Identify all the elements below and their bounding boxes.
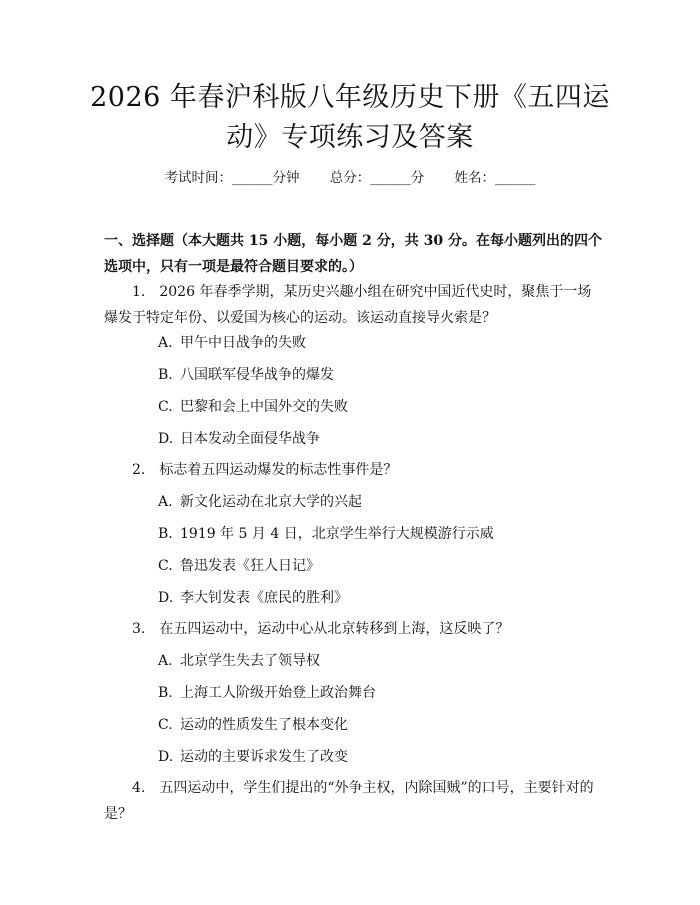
option-letter: A.: [158, 494, 173, 510]
option-text: 北京学生失去了领导权: [180, 653, 320, 669]
question-number: 1.: [132, 284, 146, 300]
option-3d: [158, 747, 598, 767]
question-text: 五四运动中，学生们提出的“外争主权，内除国贼”的口号，主要针对的是？: [104, 780, 594, 822]
question-3: [104, 616, 604, 642]
question-number: 2.: [132, 462, 146, 478]
question-1: [104, 279, 604, 331]
total-score-unit: 分: [410, 170, 425, 186]
option-text: 上海工人阶级开始登上政治舞台: [180, 685, 376, 701]
option-text: 运动的性质发生了根本变化: [180, 717, 348, 733]
exam-time-label: 考试时间：: [164, 170, 232, 186]
question-text: 在五四运动中，运动中心从北京转移到上海，这反映了？: [159, 621, 510, 637]
total-score-label: 总分：: [329, 170, 371, 186]
option-text: 运动的主要诉求发生了改变: [180, 749, 348, 765]
option-text: 日本发动全面侵华战争: [180, 431, 320, 447]
option-letter: C.: [158, 399, 173, 415]
option-text: 新文化运动在北京大学的兴起: [180, 494, 362, 510]
option-1c: [158, 397, 598, 417]
option-text: 1919 年 5 月 4 日，北京学生举行大规模游行示威: [180, 526, 494, 542]
document-title: [60, 78, 640, 158]
total-score-field: [330, 168, 425, 188]
option-letter: C.: [158, 558, 173, 574]
exam-time-unit: 分钟: [272, 170, 300, 186]
option-letter: B.: [158, 685, 173, 701]
option-2a: [158, 492, 598, 512]
option-letter: B.: [158, 526, 173, 542]
title-line-2: 动》专项练习及答案: [226, 122, 474, 153]
option-text: 巴黎和会上中国外交的失败: [180, 399, 348, 415]
option-1b: [158, 365, 598, 385]
question-2: [104, 457, 604, 483]
section-heading: 一、选择题（本大题共 15 小题，每小题 2 分，共 30 分。在每小题列出的四个选项中，只有一项是最符合题目要求的。）: [104, 233, 602, 275]
exam-time-blank: ______: [231, 170, 273, 186]
option-letter: B.: [158, 367, 173, 383]
student-name-label: 姓名：: [454, 170, 496, 186]
question-text: 标志着五四运动爆发的标志性事件是？: [159, 462, 398, 478]
option-3c: [158, 715, 598, 735]
option-text: 鲁迅发表《狂人日记》: [180, 558, 320, 574]
option-text: 李大钊发表《庶民的胜利》: [180, 590, 348, 606]
option-1a: [158, 333, 598, 353]
question-text: 2026 年春季学期，某历史兴趣小组在研究中国近代史时，聚焦于一场爆发于特定年份、以爱国为核心的运动。该运动直接导火索是？: [104, 284, 592, 326]
student-name-blank: ______: [495, 170, 536, 186]
exam-time-field: [164, 168, 299, 188]
exam-meta: [0, 168, 700, 188]
question-number: 4.: [132, 780, 146, 796]
option-text: 八国联军侵华战争的爆发: [180, 367, 334, 383]
option-letter: C.: [158, 717, 173, 733]
student-name-field: [455, 168, 536, 188]
option-letter: D.: [158, 431, 174, 447]
question-number: 3.: [132, 621, 146, 637]
option-3b: [158, 683, 598, 703]
title-line-1: 2026 年春沪科版八年级历史下册《五四运: [90, 82, 610, 113]
option-1d: [158, 429, 598, 449]
option-text: 甲午中日战争的失败: [180, 335, 306, 351]
option-3a: [158, 651, 598, 671]
option-2c: [158, 556, 598, 576]
option-2b: [158, 524, 598, 544]
option-letter: D.: [158, 749, 174, 765]
total-score-blank: ______: [370, 170, 411, 186]
option-letter: A.: [158, 335, 173, 351]
question-4: [104, 775, 604, 827]
option-letter: A.: [158, 653, 173, 669]
option-2d: [158, 588, 598, 608]
option-letter: D.: [158, 590, 174, 606]
